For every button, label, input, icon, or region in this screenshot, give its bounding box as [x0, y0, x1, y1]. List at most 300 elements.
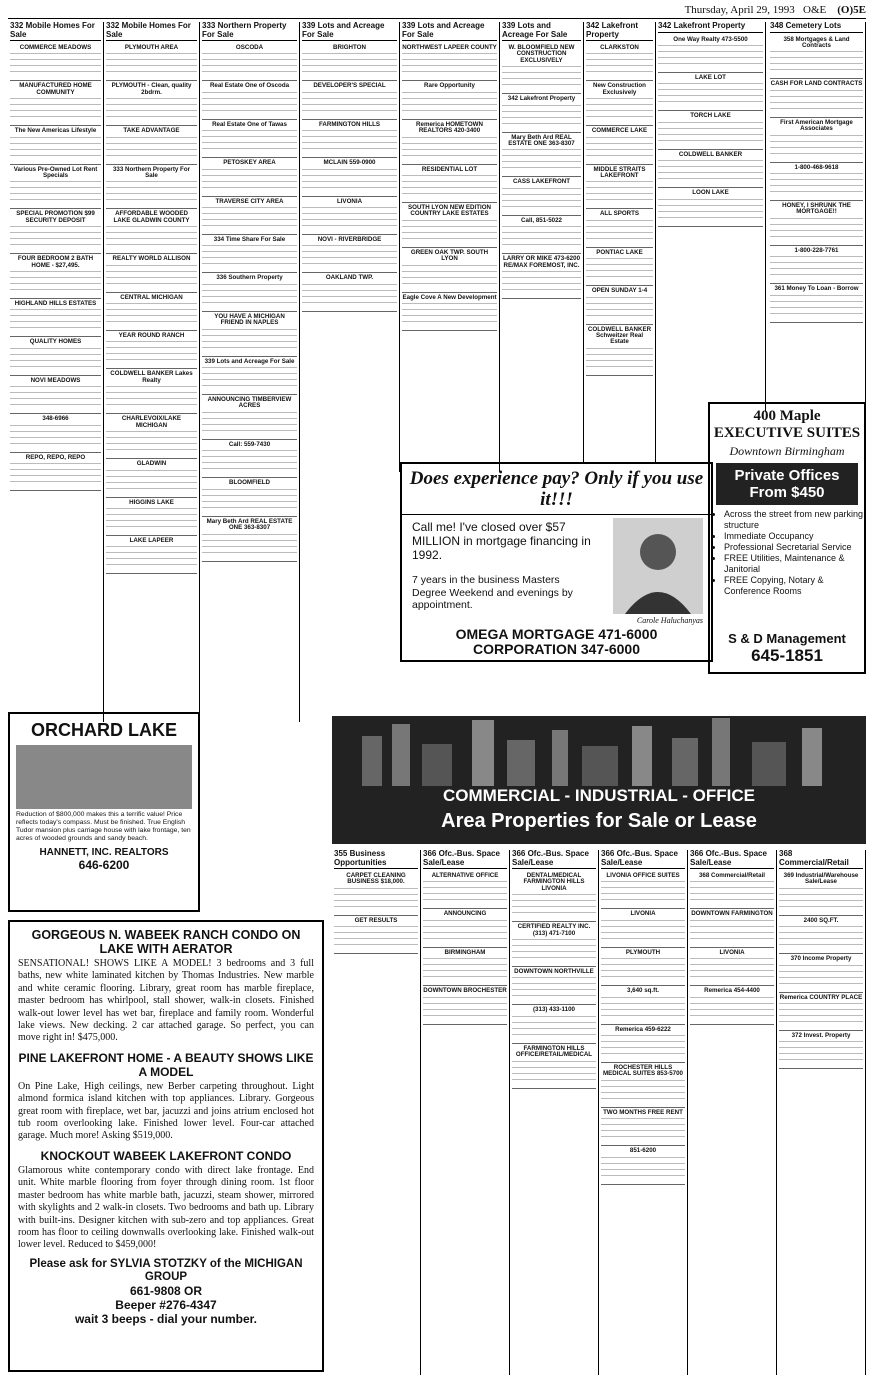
classified-ad: [402, 165, 497, 203]
classified-ad: [601, 1146, 685, 1184]
classified-ad: [502, 43, 581, 94]
ad-body-placeholder: [586, 135, 653, 161]
classified-ad: [302, 235, 397, 273]
suites-bullet: • Across the street from new parking structure: [724, 509, 864, 531]
orchard-body: Reduction of $800,000 makes this a terrific value! Price reflects today's compass. Must be finished. True English Tudor mansion plus carriage house with lake frontage, ten acres of wooded grounds and sandy beach.: [16, 811, 191, 842]
ad-title: Remerica 454-4400: [704, 987, 760, 995]
ad-title: 339 Lots and Acreage For Sale: [204, 357, 295, 365]
ad-title: 2400 SQ.FT.: [803, 916, 839, 924]
ad-body-placeholder: [402, 218, 497, 244]
ad-body-placeholder: [601, 1155, 685, 1181]
suites-phone: 645-1851: [751, 646, 823, 665]
classified-ad: [690, 871, 774, 909]
ad-title: FOUR BEDROOM 2 BATH HOME - $27,495.: [17, 255, 94, 269]
classified-ad: [106, 81, 197, 126]
classified-column: [500, 22, 584, 462]
ad-body-placeholder: [106, 384, 197, 410]
ad-body-placeholder: [402, 173, 497, 199]
ad-title: LIVONIA: [630, 910, 656, 918]
ad-body-placeholder: [586, 179, 653, 205]
column-heading: 368 Commercial/Retail: [779, 850, 863, 869]
ad-body-placeholder: [586, 256, 653, 282]
ad-body-placeholder: [106, 51, 197, 77]
ad-title: Remerica 459-6222: [615, 1025, 671, 1033]
classified-ad: [202, 440, 297, 478]
classified-ad: [106, 209, 197, 254]
classified-ad: [202, 43, 297, 81]
ad-title: The New Americas Lifestyle: [14, 127, 97, 135]
header-paper: O&E: [803, 4, 827, 16]
classified-ad: [779, 993, 863, 1031]
classified-ad: [202, 235, 297, 273]
classified-ad: [302, 120, 397, 158]
ad-body-placeholder: [334, 924, 418, 950]
ad-title: ROCHESTER HILLS MEDICAL SUITES 853-5700: [602, 1064, 683, 1078]
orchard-company: HANNETT, INC. REALTORS: [39, 847, 169, 858]
ad-body-placeholder: [10, 135, 101, 161]
ad-body-placeholder: [106, 339, 197, 365]
classified-ad: [423, 986, 507, 1024]
classified-ad: [502, 177, 581, 215]
ad-title: BRIGHTON: [333, 44, 366, 51]
ad-body-placeholder: [202, 365, 297, 391]
column-heading: 339 Lots and Acreage For Sale: [302, 22, 397, 41]
ad-title: SPECIAL PROMOTION $99 SECURITY DEPOSIT: [16, 210, 95, 224]
ad-body-placeholder: [512, 1014, 596, 1040]
ad-body-placeholder: [601, 879, 685, 905]
ad-title: CLARKSTON: [600, 44, 639, 51]
classified-ad: [586, 43, 653, 81]
ad-title: 1-800-228-7761: [794, 246, 839, 254]
ad-body-placeholder: [779, 886, 863, 912]
classified-ad: [658, 73, 763, 111]
ad-body-placeholder: [770, 88, 863, 114]
ad-body-placeholder: [302, 205, 397, 231]
ad-body-placeholder: [423, 879, 507, 905]
ad-title: SOUTH LYON NEW EDITION COUNTRY LAKE ESTATES: [408, 204, 491, 218]
ad-body-placeholder: [10, 96, 101, 122]
classified-column: [777, 850, 866, 1375]
classified-ad: [106, 498, 197, 536]
ad-title: Remerica COUNTRY PLACE: [779, 993, 863, 1001]
ad-title: PLYMOUTH - Clean, quality 2bdrm.: [111, 82, 192, 96]
ad-title: CERTIFIED REALTY INC. (313) 471-7100: [517, 923, 591, 937]
ad-body-placeholder: [586, 218, 653, 244]
ad-body-placeholder: [202, 448, 297, 474]
classified-column: [599, 850, 688, 1375]
ad-title: HIGGINS LAKE: [129, 498, 174, 506]
classified-ad: [302, 273, 397, 311]
ad-body-placeholder: [601, 1078, 685, 1104]
classified-ad: [202, 517, 297, 562]
classified-ad: [512, 1005, 596, 1043]
classified-column: [768, 22, 866, 412]
ad-body-placeholder: [770, 171, 863, 197]
ad-body-placeholder: [302, 51, 397, 77]
ad-body-placeholder: [770, 293, 863, 319]
ad-title: LIVONIA: [336, 197, 363, 205]
ad-body-placeholder: [302, 128, 397, 154]
ad-body-placeholder: [202, 167, 297, 193]
ad-title: ANNOUNCING: [443, 910, 487, 918]
ad-title: Mary Beth Ard REAL ESTATE ONE 363-8307: [206, 517, 293, 532]
ad-title: CARPET CLEANING BUSINESS $18,000.: [346, 872, 406, 886]
classified-ad: [106, 254, 197, 292]
classified-ad: [10, 126, 101, 164]
classified-ad: [779, 954, 863, 992]
ad-title: Real Estate One of Tawas: [212, 120, 287, 128]
ad-body-placeholder: [106, 96, 197, 122]
ad-body-placeholder: [202, 487, 297, 513]
header-line: [685, 4, 866, 16]
classified-column: [510, 850, 599, 1375]
classified-ad: [601, 909, 685, 947]
classified-ad: [502, 133, 581, 178]
commercial-banner: [332, 716, 866, 844]
ad-title: BLOOMFIELD: [229, 479, 270, 487]
ad-title: LAKE LOT: [695, 73, 726, 81]
ad-title: NOVI - RIVERBRIDGE: [317, 236, 382, 244]
ad-body-placeholder: [586, 295, 653, 321]
ad-title: Various Pre-Owned Lot Rent Specials: [13, 165, 98, 180]
ad-body-placeholder: [586, 346, 653, 372]
column-heading: 366 Ofc.-Bus. Space Sale/Lease: [690, 850, 774, 869]
ad-body-placeholder: [502, 186, 581, 212]
ad-body-placeholder: [690, 956, 774, 982]
ad-body-placeholder: [779, 1001, 863, 1027]
classified-column: [8, 22, 104, 722]
ad-body-placeholder: [512, 937, 596, 963]
ad-body-placeholder: [779, 963, 863, 989]
ad-title: AFFORDABLE WOODED LAKE GLADWIN COUNTY: [113, 210, 190, 224]
ad-title: 342 Lakefront Property: [507, 95, 576, 103]
ad-title: DOWNTOWN BROCHESTER: [423, 987, 507, 995]
classified-ad: [106, 459, 197, 497]
ad-body-placeholder: [106, 179, 197, 205]
ad-body-placeholder: [106, 224, 197, 250]
ad-body-placeholder: [423, 918, 507, 944]
ad-title: GREEN OAK TWP. SOUTH LYON: [410, 248, 489, 263]
gorgeous-beeper: Beeper #276-4347: [115, 1297, 217, 1312]
classified-ad: [334, 871, 418, 916]
ad-title: 369 Industrial/Warehouse Sale/Lease: [783, 872, 859, 886]
ad-body-placeholder: [202, 243, 297, 269]
ad-title: 851-6200: [629, 1147, 657, 1155]
classified-ad: [779, 871, 863, 916]
portrait-icon: [613, 518, 703, 614]
classified-ad: [601, 1108, 685, 1146]
classified-ad: [658, 35, 763, 73]
ad-body-placeholder: [10, 51, 101, 77]
mortgage-headline: Does experience pay? Only if you use it!!!: [402, 464, 711, 515]
classified-column: [584, 22, 656, 462]
ad-title: Rare Opportunity: [424, 82, 475, 90]
ad-title: CASH FOR LAND CONTRACTS: [770, 80, 863, 88]
classified-ad: [106, 43, 197, 81]
classified-ad: [202, 197, 297, 235]
classified-ad: [202, 395, 297, 440]
ad-title: PLYMOUTH AREA: [124, 44, 179, 51]
mortgage-body-2: 7 years in the business Masters Degree Weekend and evenings by appointment.: [412, 574, 573, 611]
ad-title: CASS LAKEFRONT: [512, 178, 571, 186]
classified-ad: [10, 43, 101, 81]
suites-company: S & D Management: [728, 631, 846, 646]
classified-ad: [601, 986, 685, 1024]
ad-body-placeholder: [202, 282, 297, 308]
ad-body-placeholder: [106, 544, 197, 570]
ad-title: COLDWELL BANKER Lakes Realty: [110, 370, 193, 384]
ad-body-placeholder: [690, 879, 774, 905]
classified-ad: [106, 369, 197, 414]
ad-title: YOU HAVE A MICHIGAN FRIEND IN NAPLES: [214, 312, 285, 327]
ad-title: OPEN SUNDAY 1-4: [591, 287, 648, 295]
classified-ad: [202, 357, 297, 395]
classified-ad: [10, 209, 101, 254]
classified-column: [421, 850, 510, 1375]
ad-title: (313) 433-1100: [533, 1006, 575, 1014]
mortgage-ad: [400, 462, 713, 662]
ad-body-placeholder: [106, 301, 197, 327]
classified-column: [656, 22, 766, 412]
ad-title: 370 Income Property: [790, 955, 852, 963]
classified-ad: [423, 909, 507, 947]
classified-ad: [586, 325, 653, 376]
mortgage-company: OMEGA MORTGAGE 471-6000: [455, 626, 658, 642]
portrait-photo: [613, 518, 703, 614]
classified-ad: [779, 916, 863, 954]
classified-column: [688, 850, 777, 1375]
ad-body-placeholder: [10, 179, 101, 205]
classified-ad: [202, 81, 297, 119]
classified-ad: [423, 948, 507, 986]
classified-ad: [202, 120, 297, 158]
suites-bullet: • Immediate Occupancy: [724, 531, 864, 542]
ad-body-placeholder: [601, 918, 685, 944]
ad-title: REPO, REPO, REPO: [25, 453, 86, 461]
ad-title: DOWNTOWN NORTHVILLE: [514, 968, 594, 976]
ad-body-placeholder: [10, 224, 101, 250]
ad-title: COMMERCE MEADOWS: [19, 44, 92, 51]
ad-body-placeholder: [10, 384, 101, 410]
ad-body-placeholder: [106, 506, 197, 532]
classified-ad: [690, 909, 774, 947]
ad-title: 3,640 sq.ft.: [627, 987, 659, 995]
ad-body-placeholder: [10, 461, 101, 487]
ad-title: 334 Time Share For Sale: [213, 236, 286, 244]
ad-body-placeholder: [658, 43, 763, 69]
classified-ad: [106, 414, 197, 459]
ad-body-placeholder: [402, 301, 497, 327]
ad-title: CENTRAL MICHIGAN: [120, 293, 183, 301]
classified-column: [200, 22, 300, 722]
ad-title: HONEY, I SHRUNK THE MORTGAGE!!: [782, 201, 851, 216]
gorgeous-body-1: SENSATIONAL! SHOWS LIKE A MODEL! 3 bedrooms and 3 full baths, new white laminated kitchen by Thomas Industries. New marble and white ceramic flooring. Library, great room has marble fireplace, master bedroom has whirlpool, stall shower, walk-in closets. Finished walk-out lower level has wet bar, fireplace and family room. Wonderful lake views. New decking. 2 car attached garage. So perfect, you can move right in! $475,000.: [18, 958, 314, 1044]
ad-body-placeholder: [402, 90, 497, 116]
orchard-lake-ad: [8, 712, 200, 912]
classified-ad: [601, 1063, 685, 1108]
ad-body-placeholder: [770, 49, 863, 75]
classified-ad: [512, 1044, 596, 1089]
classified-ad: [10, 254, 101, 299]
ad-title: REALTY WORLD ALLISON: [112, 255, 191, 263]
classified-ad: [106, 293, 197, 331]
commercial-line-2: Area Properties for Sale or Lease: [441, 810, 757, 832]
gorgeous-title: GORGEOUS N. WABEEK RANCH CONDO ON LAKE WITH AERATOR: [31, 928, 301, 956]
classified-ad: [770, 118, 863, 163]
ad-body-placeholder: [423, 995, 507, 1021]
ad-body-placeholder: [334, 886, 418, 912]
ad-body-placeholder: [586, 51, 653, 77]
classified-ad: [770, 35, 863, 80]
suites-bullet: • FREE Utilities, Maintenance & Janitorial: [724, 553, 864, 575]
ad-body-placeholder: [601, 956, 685, 982]
ad-title: PETOSKEY AREA: [223, 159, 276, 167]
classified-ad: [601, 1025, 685, 1063]
orchard-phone: 646-6200: [78, 858, 130, 872]
ad-title: FARMINGTON HILLS: [318, 120, 381, 128]
classified-column: [300, 22, 400, 472]
ad-body-placeholder: [502, 147, 581, 173]
ad-body-placeholder: [202, 128, 297, 154]
classified-ad: [586, 209, 653, 247]
classified-ad: [601, 948, 685, 986]
classified-ad: [770, 201, 863, 246]
ad-body-placeholder: [302, 243, 397, 269]
gorgeous-contact: Please ask for SYLVIA STOTZKY of the MICHIGAN GROUP: [29, 1257, 303, 1283]
classified-ad: [512, 871, 596, 922]
ad-title: MIDDLE STRAITS LAKEFRONT: [593, 165, 646, 180]
ad-title: 368 Commercial/Retail: [698, 872, 766, 879]
classified-ad: [202, 312, 297, 357]
classified-ad: [586, 286, 653, 324]
suites-bullets: [724, 509, 864, 597]
ad-title: COLDWELL BANKER Schweitzer Real Estate: [587, 325, 652, 346]
ad-title: LOON LAKE: [692, 189, 729, 197]
ad-title: GET RESULTS: [354, 916, 398, 924]
ad-title: DENTAL/MEDICAL FARMINGTON HILLS LIVONIA: [523, 872, 585, 892]
ad-body-placeholder: [502, 269, 581, 295]
classified-ad: [402, 120, 497, 165]
ad-body-placeholder: [779, 1039, 863, 1065]
ad-title: 333 Northern Property For Sale: [112, 165, 191, 180]
ad-title: MCLAIN 559-0900: [323, 159, 376, 167]
classified-ad: [586, 248, 653, 286]
classified-ad: [402, 81, 497, 119]
ad-title: 372 Invest. Property: [791, 1032, 851, 1040]
column-heading: 342 Lakefront Property: [658, 22, 763, 33]
ad-body-placeholder: [658, 197, 763, 223]
ad-title: QUALITY HOMES: [29, 338, 82, 346]
ad-body-placeholder: [690, 918, 774, 944]
ad-body-placeholder: [502, 224, 581, 250]
ad-body-placeholder: [512, 975, 596, 1001]
ad-title: TWO MONTHS FREE RENT: [603, 1108, 683, 1116]
ad-title: HIGHLAND HILLS ESTATES: [14, 300, 97, 308]
ad-body-placeholder: [770, 254, 863, 280]
ad-body-placeholder: [106, 429, 197, 455]
ad-body-placeholder: [302, 282, 397, 308]
classified-ad: [106, 331, 197, 369]
ad-title: First American Mortgage Associates: [780, 118, 853, 133]
ad-title: 361 Money To Loan - Borrow: [774, 285, 859, 293]
ad-title: COLDWELL BANKER: [678, 150, 743, 158]
column-heading: 339 Lots and Acreage For Sale: [502, 22, 581, 41]
column-heading: 366 Ofc.-Bus. Space Sale/Lease: [423, 850, 507, 869]
column-heading: 366 Ofc.-Bus. Space Sale/Lease: [512, 850, 596, 869]
classified-ad: [302, 158, 397, 196]
ad-body-placeholder: [10, 307, 101, 333]
classified-ad: [10, 165, 101, 210]
ad-body-placeholder: [402, 51, 497, 77]
classified-ad: [586, 165, 653, 210]
classified-ad: [202, 158, 297, 196]
ad-body-placeholder: [512, 892, 596, 918]
header-date: Thursday, April 29, 1993: [684, 4, 795, 16]
ad-title: Mary Beth Ard REAL ESTATE ONE 363-8307: [508, 133, 575, 148]
classified-ad: [106, 536, 197, 574]
ad-title: PONTIAC LAKE: [596, 248, 643, 256]
ad-title: TORCH LAKE: [690, 112, 731, 120]
ad-title: Real Estate One of Oscoda: [209, 82, 290, 90]
header-section: (O)5E: [837, 4, 866, 16]
ad-body-placeholder: [302, 167, 397, 193]
suites-bullet: • Professional Secretarial Service: [724, 542, 864, 553]
ad-body-placeholder: [601, 995, 685, 1021]
classified-ad: [202, 478, 297, 516]
ad-title: W. BLOOMFIELD NEW CONSTRUCTION EXCLUSIVELY: [508, 44, 575, 64]
classified-ad: [658, 188, 763, 226]
ad-title: Eagle Cove A New Development: [402, 293, 497, 301]
page-header: [8, 4, 866, 18]
ad-title: OAKLAND TWP.: [325, 274, 374, 282]
column-heading: 333 Northern Property For Sale: [202, 22, 297, 41]
classified-ad: [658, 150, 763, 188]
ad-body-placeholder: [202, 90, 297, 116]
ad-title: 336 Southern Property: [216, 274, 283, 282]
classified-ad: [10, 81, 101, 126]
ad-body-placeholder: [423, 956, 507, 982]
ad-body-placeholder: [779, 924, 863, 950]
classified-ad: [10, 299, 101, 337]
classified-ad: [512, 967, 596, 1005]
ad-title: LIVONIA: [719, 948, 745, 956]
ad-title: Remerica HOMETOWN REALTORS 420-3400: [416, 120, 483, 135]
classified-ad: [586, 126, 653, 164]
ad-body-placeholder: [106, 468, 197, 494]
ad-title: NORTHWEST LAPEER COUNTY: [402, 44, 497, 51]
ad-title: OSCODA: [235, 44, 264, 51]
column-heading: 332 Mobile Homes For Sale: [106, 22, 197, 41]
ad-title: RESIDENTIAL LOT: [421, 165, 478, 173]
classified-ad: [770, 284, 863, 322]
suites-price: Private Offices From $450: [716, 463, 858, 505]
ad-title: PLYMOUTH: [625, 948, 661, 956]
classified-ad: [202, 273, 297, 311]
classified-ad: [502, 254, 581, 299]
header-rule: [8, 18, 866, 19]
ad-body-placeholder: [202, 51, 297, 77]
ad-body-placeholder: [586, 96, 653, 122]
ad-body-placeholder: [302, 90, 397, 116]
ad-body-placeholder: [106, 135, 197, 161]
column-heading: 342 Lakefront Property: [586, 22, 653, 41]
skyline-graphic: [332, 716, 866, 786]
ad-body-placeholder: [658, 120, 763, 146]
column-heading: 366 Ofc.-Bus. Space Sale/Lease: [601, 850, 685, 869]
classified-ad: [302, 43, 397, 81]
ad-body-placeholder: [10, 423, 101, 449]
gorgeous-phone: 661-9808 OR: [129, 1283, 203, 1298]
